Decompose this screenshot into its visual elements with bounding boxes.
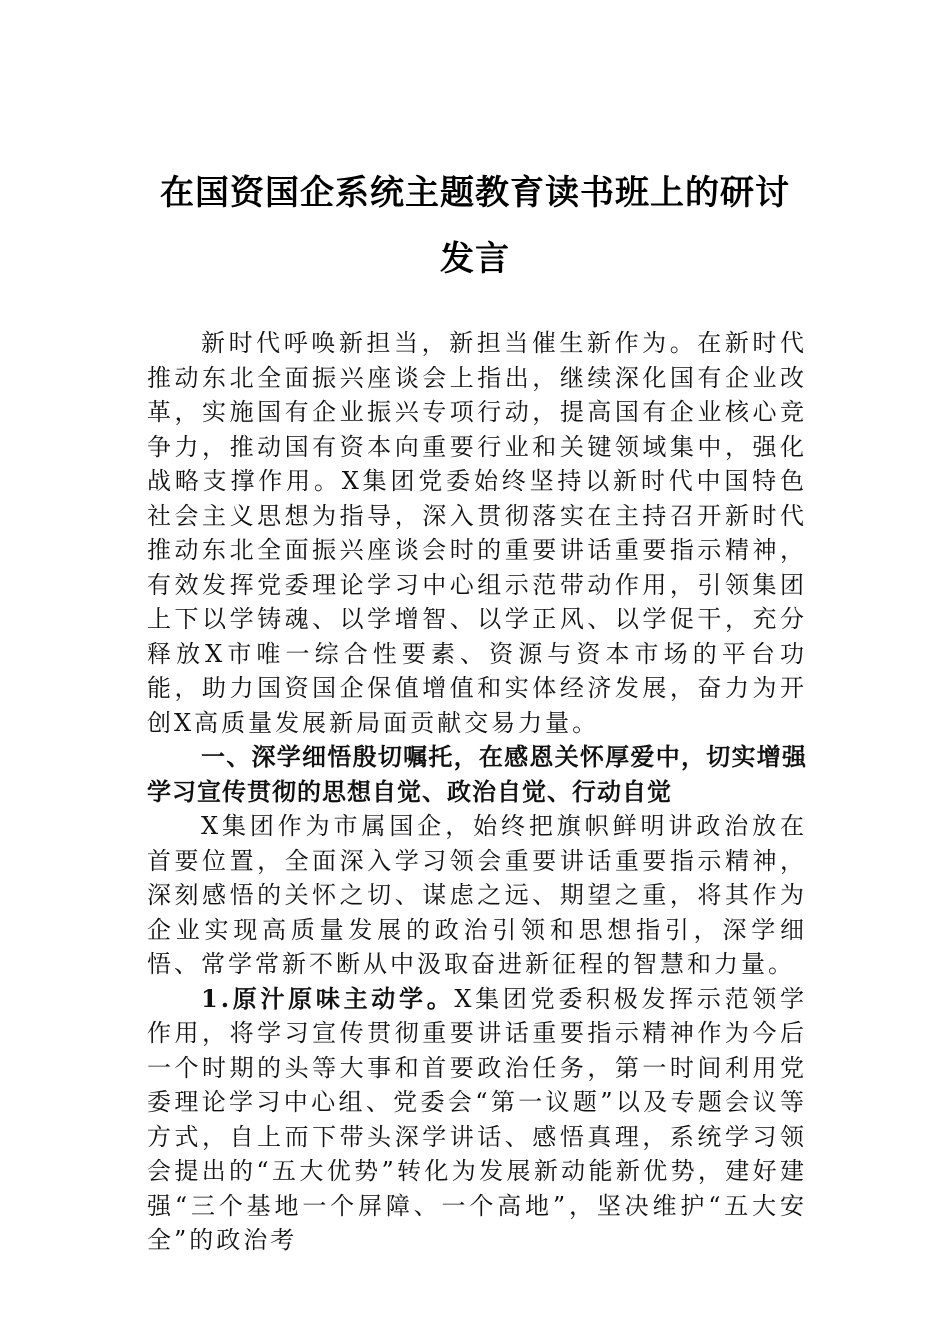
intro-paragraph: 新时代呼唤新担当，新担当催生新作为。在新时代推动东北全面振兴座谈会上指出，继续深化国有企业改革，实施国有企业振兴专项行动，提高国有企业核心竞争力，推动国有资本向重要行业和关键领域集中，强化战略支撑作用。X集团党委始终坚持以新时代中国特色社会主义思想为指导，深入贯彻落实在主持召开新时代推动东北全面振兴座谈会时的重要讲话重要指示精神，有效发挥党委理论学习中心组示范带动作用，引领集团上下以学铸魂、以学增智、以学正风、以学促干，充分释放X市唯一综合性要素、资源与资本市场的平台功能，助力国资国企保值增值和实体经济发展，奋力为开创X高质量发展新局面贡献交易力量。 bbox=[147, 329, 807, 737]
title-line-2: 发言 bbox=[440, 239, 510, 279]
item-text-1: X集团党委积极发挥示范领学作用，将学习宣传贯彻重要讲话重要指示精神作为今后一个时期的头等大事和首要政治任务，第一时间利用党委理论学习中心组、党委会“第一议题”以及专题会议等方式，自上而下带头深学讲话、感悟真理，系统学习领会提出的“五大优势”转化为发展新动能新优势，建好建强“三个基地一个屏障、一个高地”，坚决维护“五大安全”的政治考 bbox=[147, 984, 807, 1254]
document-title bbox=[130, 160, 820, 292]
section-heading-1: 一、深学细悟殷切嘱托，在感恩关怀厚爱中，切实增强学习宣传贯彻的思想自觉、政治自觉、行动自觉 bbox=[147, 743, 807, 806]
item-lead-1: 1.原汁原味主动学。 bbox=[201, 983, 455, 1013]
item-paragraph-1 bbox=[147, 982, 807, 1258]
title-line-1: 在国资国企系统主题教育读书班上的研讨 bbox=[160, 173, 790, 213]
document-body bbox=[147, 326, 807, 1258]
section-paragraph-1: X集团作为市属国企，始终把旗帜鲜明讲政治放在首要位置，全面深入学习领会重要讲话重要指示精神，深刻感悟的关怀之切、谋虑之远、期望之重，将其作为企业实现高质量发展的政治引领和思想指引，深学细悟、常学常新不断从中汲取奋进新征程的智慧和力量。 bbox=[147, 812, 807, 978]
